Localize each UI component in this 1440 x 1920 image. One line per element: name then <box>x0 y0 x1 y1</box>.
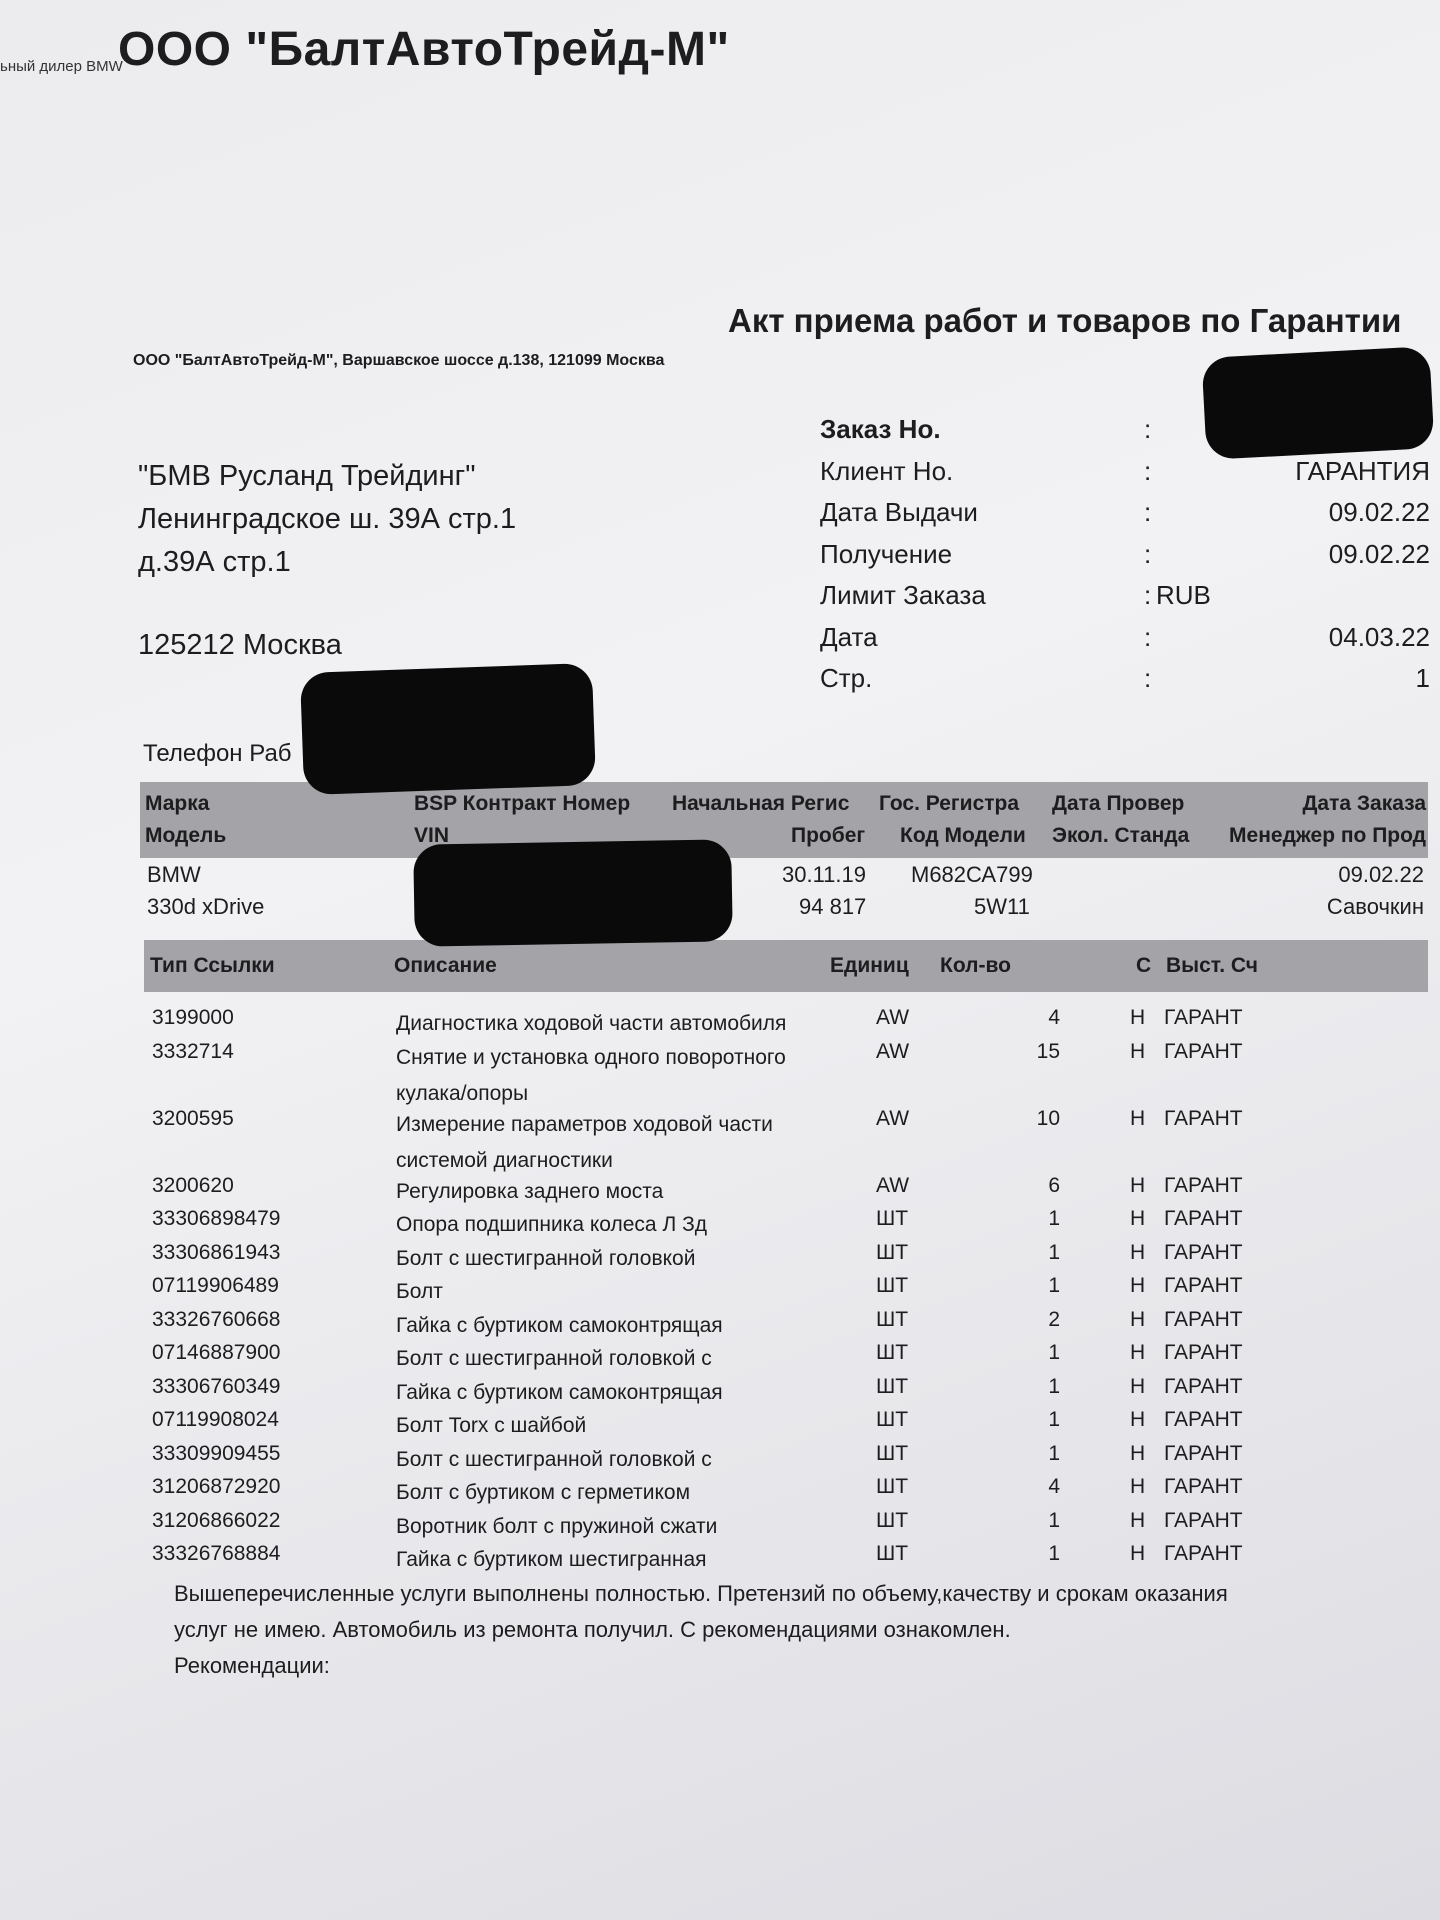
first-registration-header: Начальная Регис <box>672 792 850 815</box>
item-quantity: 4 <box>1048 1475 1060 1498</box>
acceptance-statement <box>174 1576 1374 1684</box>
model-value: 330d xDrive <box>147 894 265 919</box>
item-s: Н <box>1130 1039 1146 1063</box>
item-billing: ГАРАНТ <box>1164 1274 1243 1297</box>
item-code: 33306861943 <box>152 1240 281 1264</box>
item-billing: ГАРАНТ <box>1164 1240 1243 1264</box>
item-billing: ГАРАНТ <box>1164 1207 1243 1230</box>
check-date-header: Дата Провер <box>1052 792 1185 815</box>
item-quantity: 1 <box>1048 1240 1060 1264</box>
item-code: 33326768884 <box>152 1542 281 1565</box>
recommendations-label: Рекомендации: <box>174 1653 330 1678</box>
item-description: Гайка с буртиком шестигранная <box>396 1548 707 1571</box>
item-quantity: 1 <box>1048 1542 1060 1565</box>
item-s: Н <box>1130 1408 1146 1431</box>
item-code: 33306760349 <box>152 1374 281 1398</box>
item-billing: ГАРАНТ <box>1164 1173 1243 1197</box>
item-row <box>150 1174 1270 1208</box>
item-billing: ГАРАНТ <box>1164 1542 1243 1565</box>
order-info-row <box>820 663 1430 705</box>
item-description: Опора подшипника колеса Л Зд <box>396 1213 708 1236</box>
item-quantity: 1 <box>1048 1341 1060 1364</box>
order-info-row <box>820 539 1430 581</box>
order-date-value: 09.02.22 <box>1338 862 1424 887</box>
item-quantity: 10 <box>1036 1106 1060 1130</box>
company-address: ООО "БалтАвтоТрейд-М", Варшавское шоссе д.138, 121099 Москва <box>133 352 665 369</box>
item-unit: AW <box>876 1106 910 1130</box>
item-billing: ГАРАНТ <box>1164 1341 1243 1364</box>
item-quantity: 1 <box>1048 1374 1060 1398</box>
order-limit-value: RUB <box>1156 580 1211 610</box>
item-description: Болт с шестигранной головкой с <box>396 1447 712 1471</box>
item-s: Н <box>1130 1341 1146 1364</box>
item-unit: ШТ <box>876 1207 909 1230</box>
brand-value: BMW <box>147 862 201 887</box>
item-s: Н <box>1130 1374 1146 1398</box>
item-row <box>150 1475 1270 1509</box>
item-unit: AW <box>876 1173 910 1197</box>
eco-standard-header: Экол. Станда <box>1052 824 1190 847</box>
separator: : <box>1144 538 1152 569</box>
document-title: Акт приема работ и товаров по Гарантии <box>728 302 1402 339</box>
item-unit: ШТ <box>876 1307 909 1331</box>
recipient-name: "БМВ Русланд Трейдинг" <box>138 460 476 492</box>
item-code: 07146887900 <box>152 1341 281 1364</box>
item-row <box>150 1107 1270 1174</box>
item-s: Н <box>1130 1441 1146 1465</box>
item-unit: ШТ <box>876 1441 909 1465</box>
item-unit: AW <box>876 1039 910 1063</box>
item-unit: ШТ <box>876 1508 909 1532</box>
item-code: 3200620 <box>152 1173 234 1197</box>
item-billing: ГАРАНТ <box>1164 1408 1243 1431</box>
item-unit: ШТ <box>876 1341 909 1364</box>
issue-date-value: 09.02.22 <box>1328 497 1430 527</box>
item-code: 33306898479 <box>152 1207 281 1230</box>
item-row <box>150 1308 1270 1342</box>
item-description: Гайка с буртиком самоконтрящая <box>396 1313 723 1337</box>
item-description: Регулировка заднего моста <box>396 1179 664 1203</box>
recipient-city: 125212 Москва <box>138 629 342 661</box>
recipient-block <box>138 455 516 667</box>
redaction-mark <box>1201 346 1434 460</box>
item-unit: ШТ <box>876 1475 909 1498</box>
item-row <box>150 1241 1270 1275</box>
item-description: Болт <box>396 1280 443 1303</box>
item-billing: ГАРАНТ <box>1164 1374 1243 1398</box>
redaction-mark <box>300 663 596 795</box>
gov-registration-header: Гос. Регистра <box>879 792 1020 815</box>
order-info-row <box>820 456 1430 498</box>
separator: : <box>1144 497 1152 527</box>
item-s: Н <box>1130 1542 1146 1565</box>
item-billing: ГАРАНТ <box>1164 1307 1243 1331</box>
item-unit: ШТ <box>876 1274 909 1297</box>
item-code: 33326760668 <box>152 1307 281 1331</box>
item-s: Н <box>1130 1307 1146 1331</box>
order-info-row <box>820 622 1430 664</box>
item-unit: ШТ <box>876 1542 909 1565</box>
gov-registration-value: М682СА799 <box>911 862 1033 887</box>
item-description: Воротник болт с пружиной сжати <box>396 1514 718 1538</box>
issue-date-label: Дата Выдачи <box>820 497 978 527</box>
item-row <box>150 1442 1270 1476</box>
item-billing: ГАРАНТ <box>1164 1508 1243 1532</box>
item-quantity: 15 <box>1036 1039 1060 1063</box>
dealer-label: ьный дилер BMW <box>0 58 123 75</box>
separator: : <box>1144 414 1152 444</box>
model-code-header: Код Модели <box>900 824 1026 847</box>
order-limit-label: Лимит Заказа <box>820 580 986 610</box>
recipient-address-line2: д.39А стр.1 <box>138 546 291 578</box>
item-row <box>150 1006 1270 1040</box>
item-s: Н <box>1130 1240 1146 1264</box>
item-s: Н <box>1130 1006 1146 1029</box>
vin-header: VIN <box>414 824 450 847</box>
item-quantity: 6 <box>1048 1173 1060 1197</box>
bsp-contract-header: BSP Контракт Номер <box>414 792 631 815</box>
recipient-address-line1: Ленинградское ш. 39А стр.1 <box>138 503 517 535</box>
item-billing: ГАРАНТ <box>1164 1039 1243 1063</box>
item-quantity: 1 <box>1048 1408 1060 1431</box>
item-billing: ГАРАНТ <box>1164 1006 1243 1029</box>
model-code-value: 5W11 <box>974 894 1030 919</box>
date-label: Дата <box>820 621 878 652</box>
item-description: Болт с шестигранной головкой <box>396 1246 696 1270</box>
item-unit: ШТ <box>876 1374 909 1398</box>
date-value: 04.03.22 <box>1328 621 1430 652</box>
items-table-header <box>144 940 1428 992</box>
item-code: 07119908024 <box>152 1408 279 1431</box>
item-unit: AW <box>876 1006 910 1029</box>
item-description: Болт с шестигранной головкой с <box>396 1347 712 1370</box>
item-row <box>150 1408 1270 1442</box>
item-billing: ГАРАНТ <box>1164 1106 1243 1130</box>
statement-line: услуг не имею. Автомобиль из ремонта получил. С рекомендациями ознакомлен. <box>174 1617 1011 1642</box>
quantity-header: Кол-во <box>940 954 1011 977</box>
company-name: ООО "БалтАвтоТрейд-М" <box>118 23 730 76</box>
item-row <box>150 1375 1270 1409</box>
phone-label: Телефон Раб <box>143 740 292 767</box>
item-description: Диагностика ходовой части автомобиля <box>396 1012 787 1035</box>
mileage-value: 94 817 <box>799 894 867 919</box>
item-code: 07119906489 <box>152 1274 279 1297</box>
model-header: Модель <box>145 824 227 847</box>
separator: : <box>1144 580 1152 610</box>
unit-header: Единиц <box>830 954 909 977</box>
item-s: Н <box>1130 1106 1146 1130</box>
client-number-label: Клиент Но. <box>820 455 954 486</box>
item-s: Н <box>1130 1274 1146 1297</box>
separator: : <box>1144 621 1152 652</box>
item-code: 3200595 <box>152 1106 234 1130</box>
item-quantity: 1 <box>1048 1207 1060 1230</box>
billing-header: Выст. Сч <box>1166 954 1258 977</box>
item-code: 33309909455 <box>152 1441 281 1465</box>
item-description: Снятие и установка одного поворотного кулака/опоры <box>396 1045 786 1105</box>
statement-line: Вышеперечисленные услуги выполнены полностью. Претензий по объему,качеству и срокам оказания <box>174 1581 1228 1606</box>
item-row <box>150 1542 1270 1576</box>
item-row <box>150 1341 1270 1375</box>
sales-manager-value: Савочкин <box>1326 894 1424 919</box>
receipt-label: Получение <box>820 538 953 569</box>
type-header: Тип Ссылки <box>150 954 275 977</box>
item-s: Н <box>1130 1173 1146 1197</box>
separator: : <box>1144 663 1152 693</box>
item-billing: ГАРАНТ <box>1164 1475 1243 1498</box>
sales-manager-header: Менеджер по Прод <box>1229 824 1426 847</box>
item-description: Измерение параметров ходовой части системой диагностики <box>396 1112 773 1172</box>
page-label: Стр. <box>820 663 873 693</box>
order-info <box>820 414 1430 705</box>
item-s: Н <box>1130 1475 1146 1498</box>
item-description: Гайка с буртиком самоконтрящая <box>396 1380 723 1404</box>
item-s: Н <box>1130 1508 1146 1532</box>
order-number-label: Заказ Но. <box>820 414 941 444</box>
item-description: Болт Torx с шайбой <box>396 1414 587 1437</box>
receipt-value: 09.02.22 <box>1328 538 1430 569</box>
order-info-row <box>820 580 1430 622</box>
item-billing: ГАРАНТ <box>1164 1441 1243 1465</box>
item-quantity: 4 <box>1048 1006 1060 1029</box>
item-row <box>150 1040 1270 1107</box>
item-code: 3199000 <box>152 1006 234 1029</box>
item-row <box>150 1207 1270 1241</box>
order-info-row <box>820 497 1430 539</box>
client-number-value: ГАРАНТИЯ <box>1295 455 1430 486</box>
item-s: Н <box>1130 1207 1146 1230</box>
item-row <box>150 1509 1270 1543</box>
description-header: Описание <box>394 954 497 977</box>
item-quantity: 1 <box>1048 1274 1060 1297</box>
item-quantity: 2 <box>1048 1307 1060 1331</box>
item-code: 31206866022 <box>152 1508 281 1532</box>
s-header: С <box>1136 954 1152 977</box>
item-code: 31206872920 <box>152 1475 281 1498</box>
order-date-header: Дата Заказа <box>1302 792 1426 815</box>
item-quantity: 1 <box>1048 1508 1060 1532</box>
item-code: 3332714 <box>152 1039 234 1063</box>
mileage-header: Пробег <box>791 824 866 847</box>
item-unit: ШТ <box>876 1240 909 1264</box>
items-list <box>150 1006 1270 1576</box>
brand-header: Марка <box>145 792 210 815</box>
page-value: 1 <box>1415 663 1430 693</box>
item-row <box>150 1274 1270 1308</box>
item-quantity: 1 <box>1048 1441 1060 1465</box>
item-unit: ШТ <box>876 1408 909 1431</box>
redaction-mark <box>413 839 733 947</box>
first-registration-value: 30.11.19 <box>782 862 867 887</box>
item-description: Болт с буртиком с герметиком <box>396 1481 691 1504</box>
separator: : <box>1144 455 1152 486</box>
